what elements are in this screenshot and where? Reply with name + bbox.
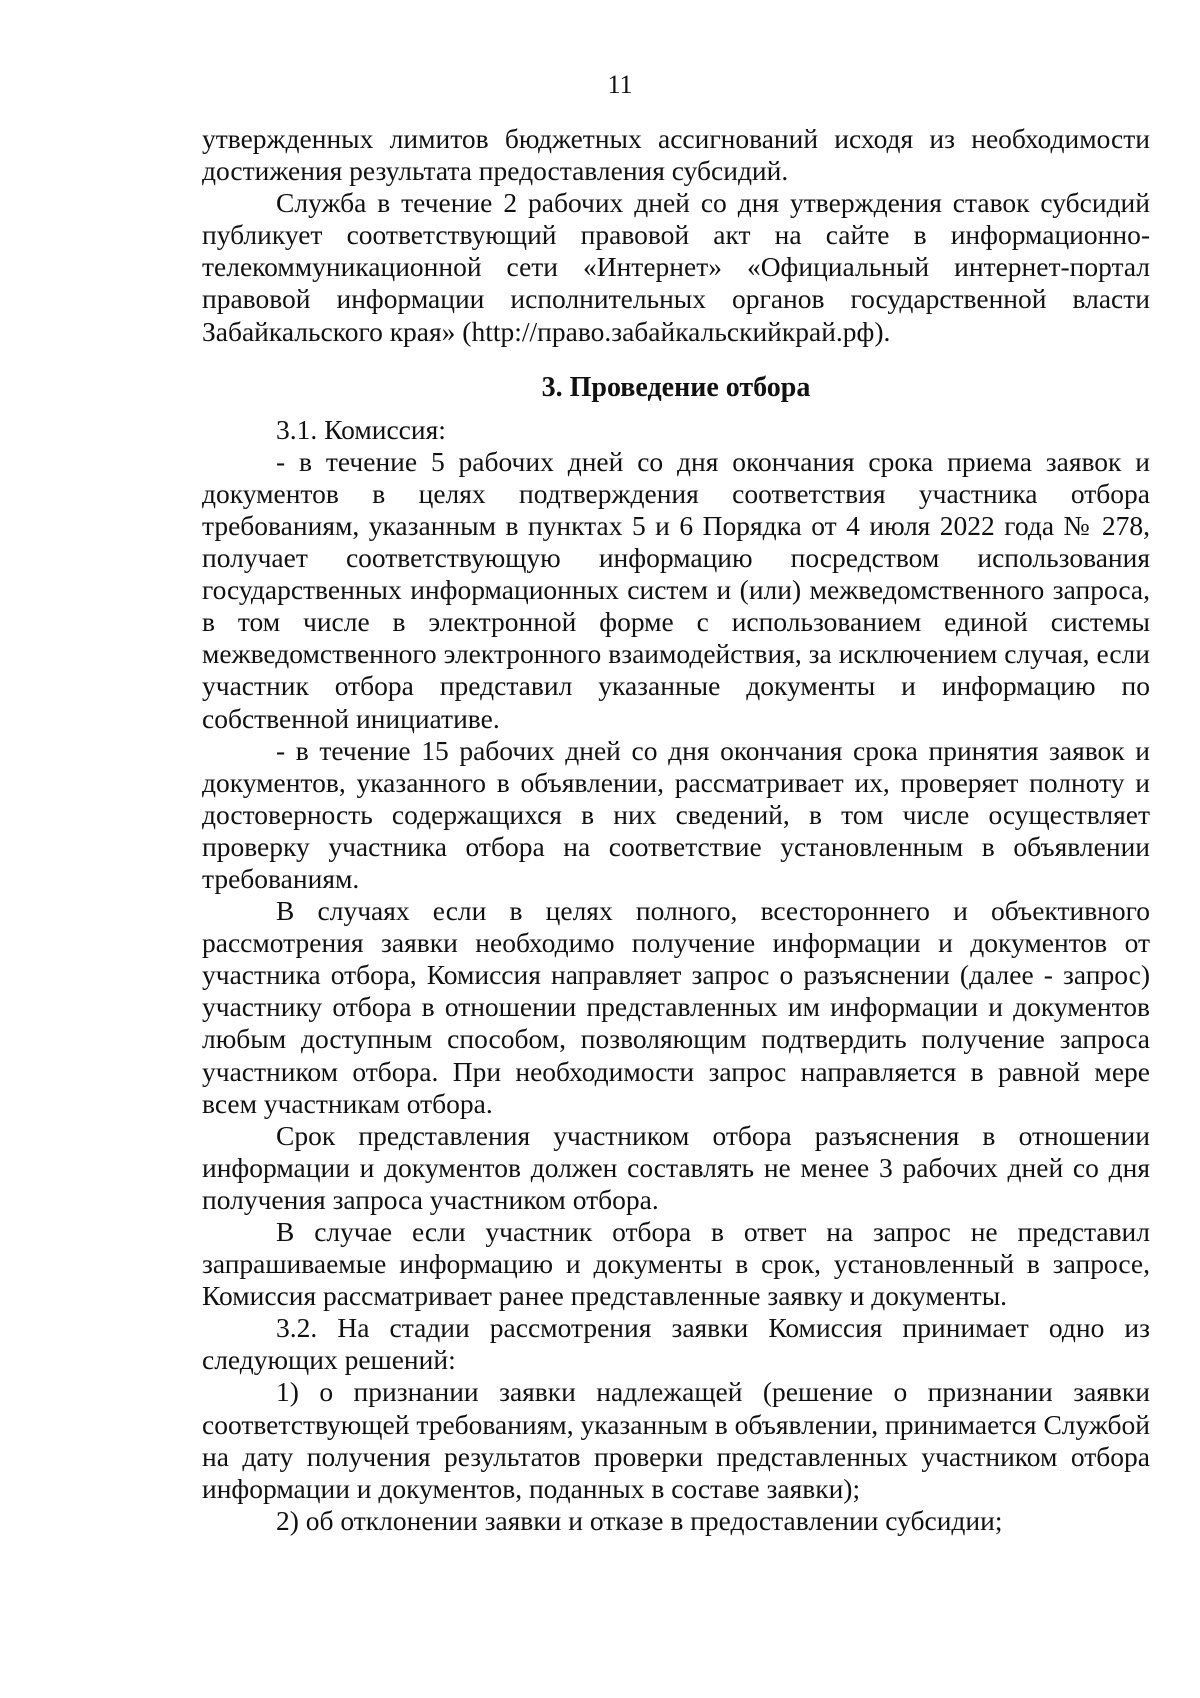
- document-body: [202, 123, 1150, 1537]
- paragraph: утвержденных лимитов бюджетных ассигнований исходя из необходимости достижения результата предоставления субсидий.: [202, 123, 1150, 187]
- list-item: 1) о признании заявки надлежащей (решение о признании заявки соответствующей требованиям, указанным в объявлении, принимается Службой на дату получения результатов проверки представленных участником отбора информации и документов, поданных в составе заявки);: [202, 1376, 1150, 1504]
- clause-3-1-heading: 3.1. Комиссия:: [276, 413, 446, 445]
- paragraph: Служба в течение 2 рабочих дней со дня утверждения ставок субсидий публикует соответствующий правовой акт на сайте в информационно-телекоммуникационной сети «Интернет» «Официальный интернет-портал правовой информации исполнительных органов государственной власти Забайкальского края» (http://право.забайкальскийкрай.рф).: [202, 187, 1150, 347]
- paragraph: - в течение 15 рабочих дней со дня окончания срока принятия заявок и документов, указанного в объявлении, рассматривает их, проверяет полноту и достоверность содержащихся в них сведений, в том числе осуществляет проверку участника отбора на соответствие установленным в объявлении требованиям.: [202, 734, 1150, 894]
- list-item: 2) об отклонении заявки и отказе в предоставлении субсидии;: [276, 1504, 1003, 1536]
- paragraph: Срок представления участником отбора разъяснения в отношении информации и документов должен составлять не менее 3 рабочих дней со дня получения запроса участником отбора.: [202, 1119, 1150, 1215]
- clause-3-2: 3.2. На стадии рассмотрения заявки Комиссия принимает одно из следующих решений:: [202, 1312, 1150, 1376]
- section-heading: 3. Проведение отбора: [541, 371, 811, 403]
- page-number: 11: [607, 70, 633, 99]
- paragraph: В случае если участник отбора в ответ на запрос не представил запрашиваемые информацию и документы в срок, установленный в запросе, Комиссия рассматривает ранее представленные заявку и документы.: [202, 1216, 1150, 1312]
- paragraph: В случаях если в целях полного, всестороннего и объективного рассмотрения заявки необходимо получение информации и документов от участника отбора, Комиссия направляет запрос о разъяснении (далее - запрос) участнику отбора в отношении представленных им информации и документов любым доступным способом, позволяющим подтвердить получение запроса участником отбора. При необходимости запрос направляется в равной мере всем участникам отбора.: [202, 895, 1150, 1119]
- paragraph: - в течение 5 рабочих дней со дня окончания срока приема заявок и документов в целях подтверждения соответствия участника отбора требованиям, указанным в пунктах 5 и 6 Порядка от 4 июля 2022 года № 278, получает соответствующую информацию посредством использования государственных информационных систем и (или) межведомственного запроса, в том числе в электронной форме с использованием единой системы межведомственного электронного взаимодействия, за исключением случая, если участник отбора представил указанные документы и информацию по собственной инициативе.: [202, 445, 1150, 734]
